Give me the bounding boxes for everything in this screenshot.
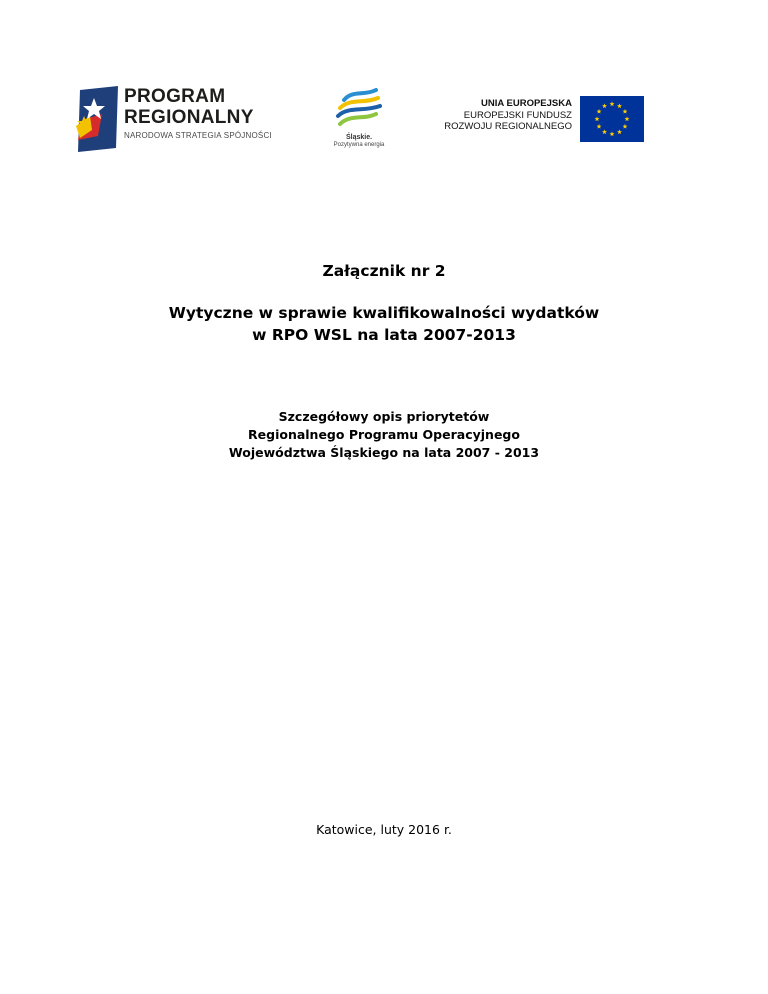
eu-title: UNIA EUROPEJSKA: [481, 98, 572, 109]
program-regionalny-logo: [72, 86, 302, 156]
priorities-title-line2: Regionalnego Programu Operacyjnego: [248, 427, 520, 442]
program-regionalny-line3: NARODOWA STRATEGIA SPÓJNOŚCI: [124, 131, 272, 140]
slaskie-name: Śląskie.: [345, 134, 373, 141]
eu-logo: [438, 96, 644, 142]
slaskie-waves-emblem-icon: [326, 86, 392, 132]
priorities-title-line1: Szczegółowy opis priorytetów: [278, 409, 490, 424]
place-date: Katowice, luty 2016 r.: [316, 822, 452, 837]
program-regionalny-emblem-icon: [72, 86, 122, 156]
annex-title: Załącznik nr 2: [322, 262, 446, 280]
guidelines-title-line1: Wytyczne w sprawie kwalifikowalności wydatków: [168, 304, 600, 322]
program-regionalny-line2: REGIONALNY: [124, 107, 254, 128]
priorities-title-line3: Województwa Śląskiego na lata 2007 - 2013: [228, 445, 540, 460]
slaskie-tagline: Pozytywna energia: [333, 142, 385, 148]
guidelines-title-line2: w RPO WSL na lata 2007-2013: [252, 326, 516, 344]
program-regionalny-line1: PROGRAM: [124, 86, 226, 107]
guidelines-title: [0, 302, 768, 346]
eu-fund-line1: EUROPEJSKI FUNDUSZ: [463, 110, 572, 121]
priorities-title: [0, 408, 768, 462]
slaskie-logo: [326, 86, 392, 152]
eu-flag-icon: [580, 96, 644, 142]
eu-fund-line2: ROZWOJU REGIONALNEGO: [444, 121, 572, 132]
